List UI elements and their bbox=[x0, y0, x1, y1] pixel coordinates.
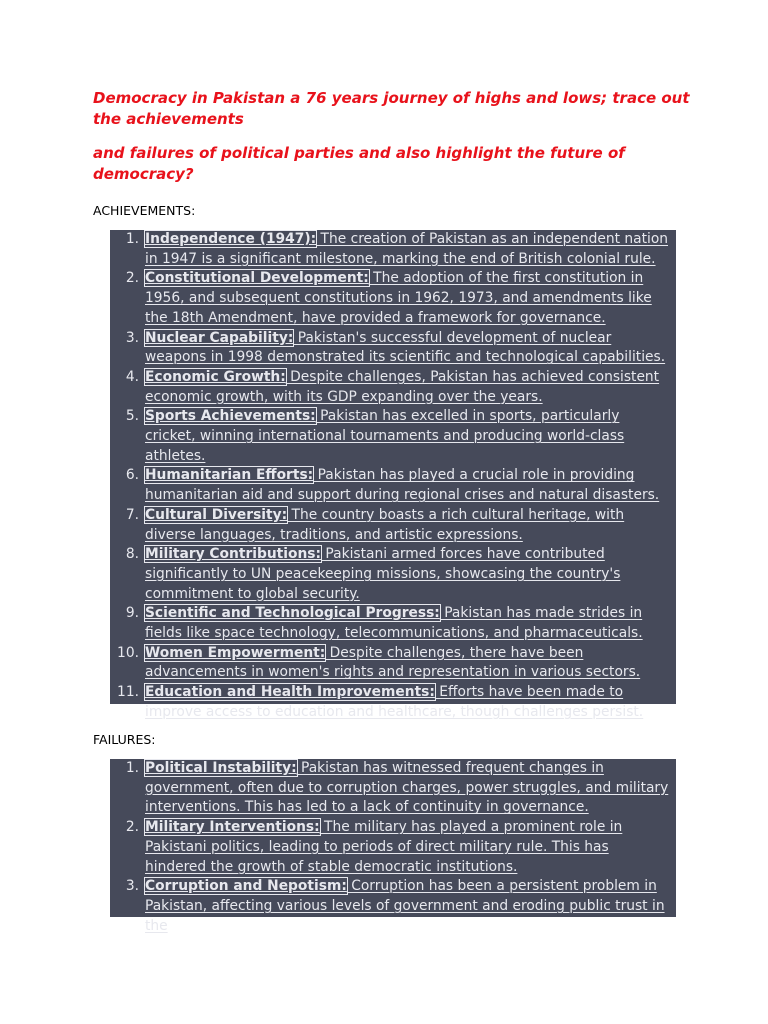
list-item bbox=[110, 230, 676, 269]
list-item-term: Nuclear Capability: bbox=[145, 329, 294, 346]
list-item-description: Pakistan has played a crucial role in providing humanitarian aid and support during regional crises and natural disasters. bbox=[145, 467, 660, 504]
list-item-description: Efforts have been made to improve access to education and healthcare, though challenges persist. bbox=[145, 684, 644, 720]
list-item-number: 1. bbox=[125, 231, 139, 247]
list-item-number: 7. bbox=[125, 506, 139, 523]
list-item-number: 1. bbox=[125, 760, 139, 776]
list-item-description: The adoption of the first constitution in 1956, and subsequent constitutions in 1962, 1973, and amendments like the 18th Amendment, have provided a framework for governance. bbox=[145, 270, 652, 326]
list-item-number: 5. bbox=[125, 408, 139, 425]
list-item-description: The creation of Pakistan as an independent nation in 1947 is a significant milestone, marking the end of British colonial rule. bbox=[145, 231, 668, 267]
list-item-number: 9. bbox=[125, 605, 139, 622]
list-item-text bbox=[145, 644, 674, 683]
list-item-description: Pakistan has made strides in fields like space technology, telecommunications, and pharmaceuticals. bbox=[145, 605, 643, 642]
list-item-term: Humanitarian Efforts: bbox=[145, 467, 314, 484]
list-item-description: The military has played a prominent role in Pakistani politics, leading to periods of direct military rule. This has hindered the growth of stable democratic institutions. bbox=[145, 819, 623, 875]
list-item-number: 2. bbox=[125, 270, 139, 287]
list-item-number: 11. bbox=[117, 684, 139, 701]
list-item bbox=[110, 683, 676, 722]
list-item bbox=[110, 545, 676, 604]
list-item-term: Political Instability: bbox=[145, 760, 297, 776]
list-item-term: Women Empowerment: bbox=[145, 644, 326, 661]
list-item bbox=[110, 506, 676, 545]
list-item-description: The country boasts a rich cultural heritage, with diverse languages, traditions, and artistic expressions. bbox=[145, 506, 625, 543]
achievements-list bbox=[110, 230, 676, 723]
list-item-text bbox=[145, 759, 674, 818]
list-item-number: 2. bbox=[125, 819, 139, 836]
list-item-term: Sports Achievements: bbox=[145, 408, 316, 425]
list-item-term: Education and Health Improvements: bbox=[145, 684, 435, 701]
achievements-label: ACHIEVEMENTS: bbox=[93, 203, 196, 218]
list-item-number: 3. bbox=[125, 329, 139, 346]
list-item-description: Pakistani armed forces have contributed significantly to UN peacekeeping missions, showcasing the country's commitment to global security. bbox=[145, 546, 621, 602]
list-item-text bbox=[145, 230, 674, 269]
failures-list-box bbox=[110, 759, 676, 934]
list-item bbox=[110, 368, 676, 407]
list-item-number: 4. bbox=[125, 368, 139, 385]
list-item-description: Pakistan has excelled in sports, particularly cricket, winning international tournaments and producing world-class athletes. bbox=[145, 408, 625, 464]
list-item-text bbox=[145, 407, 674, 466]
failures-list bbox=[110, 759, 676, 936]
achievements-list-box bbox=[110, 230, 676, 720]
list-item-number: 6. bbox=[125, 467, 139, 484]
list-item-term: Independence (1947): bbox=[145, 231, 317, 247]
title-line-1: Democracy in Pakistan a 76 years journey of highs and lows; trace out the achievements bbox=[93, 89, 690, 128]
list-item-number: 8. bbox=[125, 546, 139, 563]
list-item-term: Military Contributions: bbox=[145, 546, 322, 563]
list-item-text bbox=[145, 545, 674, 604]
list-item-term: Economic Growth: bbox=[145, 368, 286, 385]
list-item bbox=[110, 407, 676, 466]
list-item-description: Despite challenges, there have been advancements in women's rights and representation in various sectors. bbox=[145, 644, 641, 681]
list-item bbox=[110, 269, 676, 328]
list-item bbox=[110, 644, 676, 683]
list-item-text bbox=[145, 877, 674, 936]
list-item-text bbox=[145, 368, 674, 407]
list-item-text bbox=[145, 506, 674, 545]
list-item-description: Despite challenges, Pakistan has achieved consistent economic growth, with its GDP expanding over the years. bbox=[145, 368, 660, 405]
list-item-description: Pakistan's successful development of nuclear weapons in 1998 demonstrated its scientific and technological capabilities. bbox=[145, 329, 666, 366]
list-item-text bbox=[145, 683, 674, 722]
list-item bbox=[110, 466, 676, 505]
list-item-description: Corruption has been a persistent problem in Pakistan, affecting various levels of government and eroding public trust in the bbox=[145, 878, 665, 934]
list-item-text bbox=[145, 269, 674, 328]
title-line-2: and failures of political parties and also highlight the future of democracy? bbox=[93, 144, 625, 183]
list-item-number: 3. bbox=[125, 878, 139, 895]
list-item-term: Constitutional Development: bbox=[145, 270, 369, 287]
list-item-number: 10. bbox=[117, 644, 139, 661]
list-item bbox=[110, 604, 676, 643]
list-item-text bbox=[145, 466, 674, 505]
list-item-text bbox=[145, 604, 674, 643]
list-item-text bbox=[145, 329, 674, 368]
failures-label: FAILURES: bbox=[93, 732, 156, 747]
list-item bbox=[110, 759, 676, 818]
list-item bbox=[110, 877, 676, 936]
list-item-term: Military Interventions: bbox=[145, 819, 320, 836]
list-item-text bbox=[145, 818, 674, 877]
list-item bbox=[110, 329, 676, 368]
list-item-term: Corruption and Nepotism: bbox=[145, 878, 347, 895]
list-item-description: Pakistan has witnessed frequent changes in government, often due to corruption charges, power struggles, and military interventions. This has led to a lack of continuity in governance. bbox=[145, 760, 669, 816]
list-item-term: Scientific and Technological Progress: bbox=[145, 605, 440, 622]
list-item-term: Cultural Diversity: bbox=[145, 506, 288, 523]
list-item bbox=[110, 818, 676, 877]
